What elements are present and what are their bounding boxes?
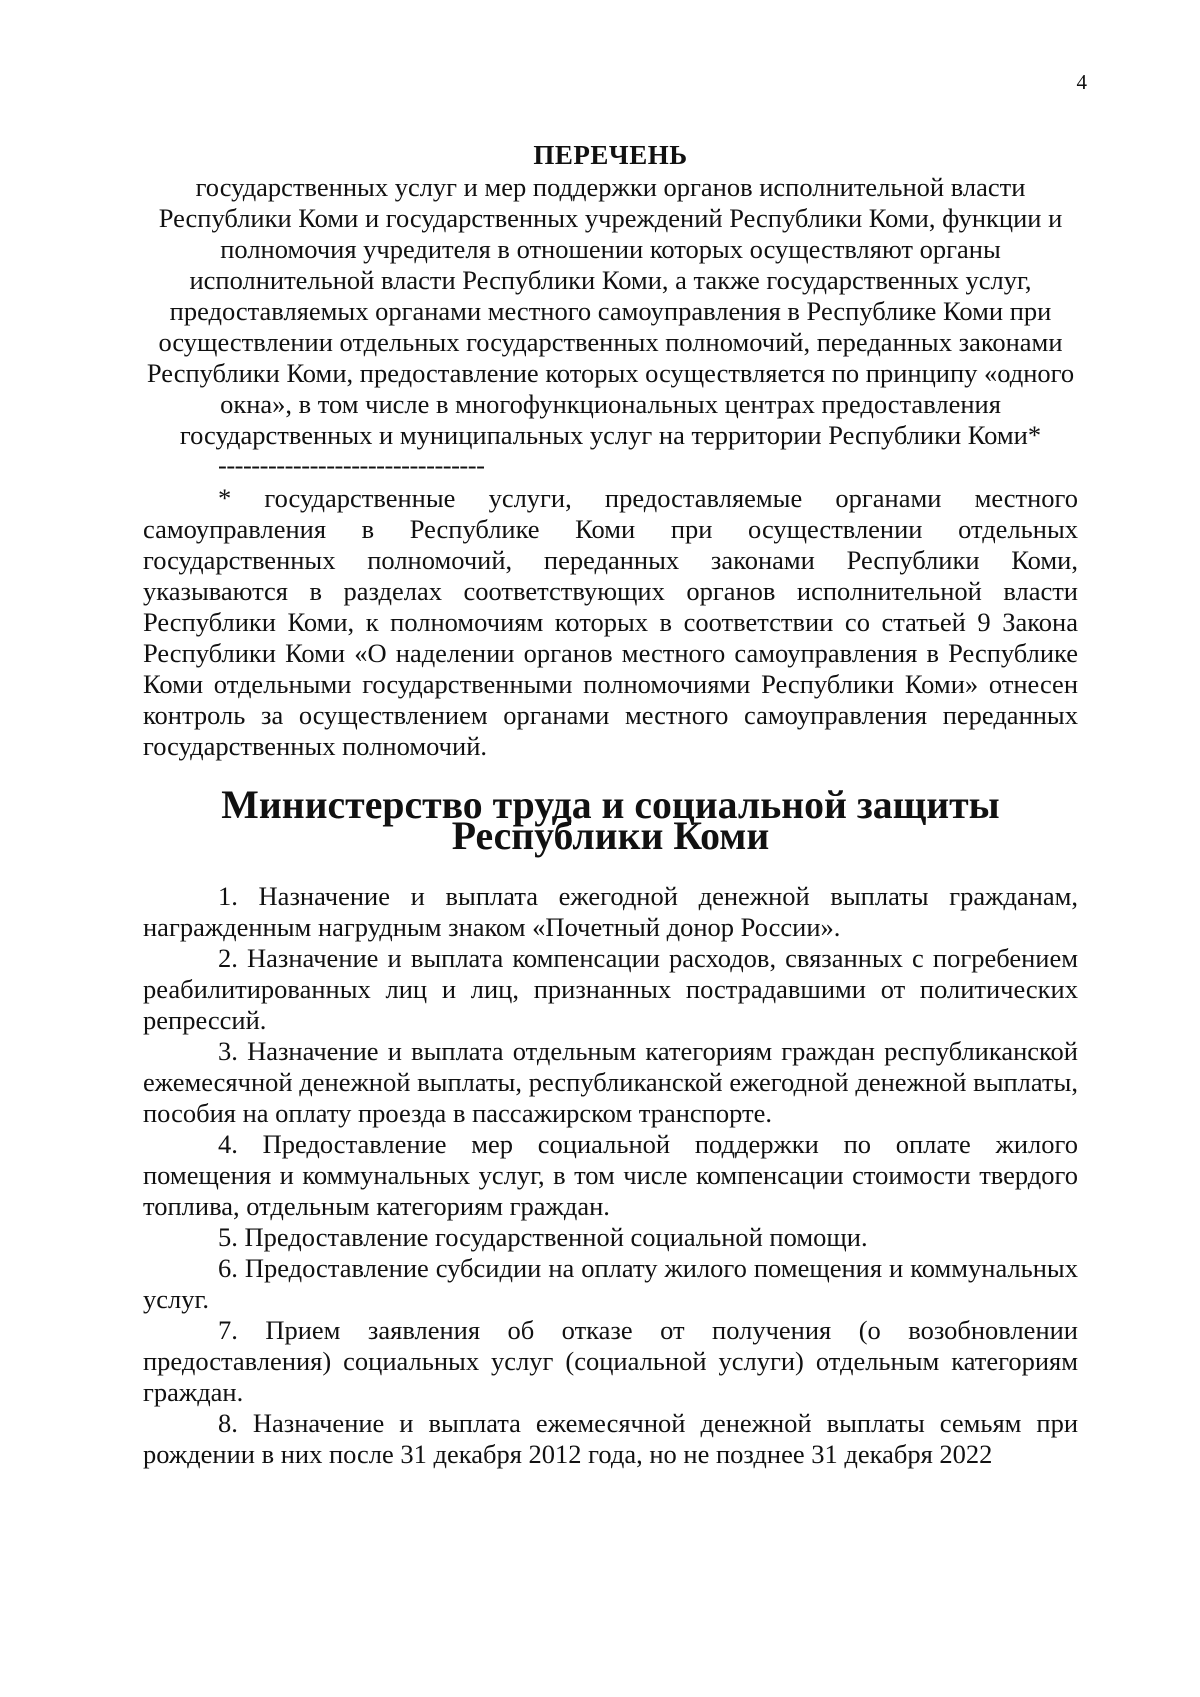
list-item: 7. Прием заявления об отказе от получения (о возобновлении предоставления) социальных услуг (социальной услуги) отдельным категориям граждан. <box>143 1315 1078 1407</box>
footnote-separator: -------------------------------- <box>218 450 485 480</box>
list-item: 3. Назначение и выплата отдельным категориям граждан республиканской ежемесячной денежной выплаты, республиканской ежегодной денежной выплаты, пособия на оплату проезда в пассажирском транспорте. <box>143 1036 1078 1128</box>
page-number: 4 <box>1076 70 1087 94</box>
document-title: ПЕРЕЧЕНЬ <box>533 140 688 170</box>
document-subtitle: государственных услуг и мер поддержки органов исполнительной власти Республики Коми и государственных учреждений Республики Коми, функции и полномочия учредителя в отношении которых осуществляют органы исполнительной власти Республики Коми, а также государственных услуг, предоставляемых органами местного самоуправления в Республике Коми при осуществлении отдельных государственных полномочий, переданных законами Республики Коми, предоставление которых осуществляется по принципу «одного окна», в том числе в многофункциональных центрах предоставления государственных и муниципальных услуг на территории Республики Коми* <box>146 172 1075 450</box>
section-heading: Министерство труда и социальной защиты Республики Коми <box>221 783 1000 858</box>
list-item: 5. Предоставление государственной социальной помощи. <box>218 1222 868 1252</box>
list-item: 1. Назначение и выплата ежегодной денежной выплаты гражданам, награжденным нагрудным знаком «Почетный донор России». <box>143 881 1078 942</box>
list-item: 4. Предоставление мер социальной поддержки по оплате жилого помещения и коммунальных услуг, в том числе компенсации стоимости твердого топлива, отдельным категориям граждан. <box>143 1129 1078 1221</box>
list-item: 2. Назначение и выплата компенсации расходов, связанных с погребением реабилитированных лиц и лиц, признанных пострадавшими от политических репрессий. <box>143 943 1078 1035</box>
list-item: 6. Предоставление субсидии на оплату жилого помещения и коммунальных услуг. <box>143 1253 1078 1314</box>
list-item: 8. Назначение и выплата ежемесячной денежной выплаты семьям при рождении в них после 31 декабря 2012 года, но не позднее 31 декабря 2022 <box>143 1408 1078 1469</box>
services-list <box>143 881 1078 1470</box>
document-body <box>143 138 1078 1470</box>
footnote-text: * государственные услуги, предоставляемые органами местного самоуправления в Республике Коми при осуществлении отдельных государственных полномочий, переданных законами Республики Коми, указываются в разделах соответствующих органов исполнительной власти Республики Коми, к полномочиям которых в соответствии со статьей 9 Закона Республики Коми «О наделении органов местного самоуправления в Республике Коми отдельными государственными полномочиями Республики Коми» отнесен контроль за осуществлением органами местного самоуправления переданных государственных полномочий. <box>143 483 1078 761</box>
